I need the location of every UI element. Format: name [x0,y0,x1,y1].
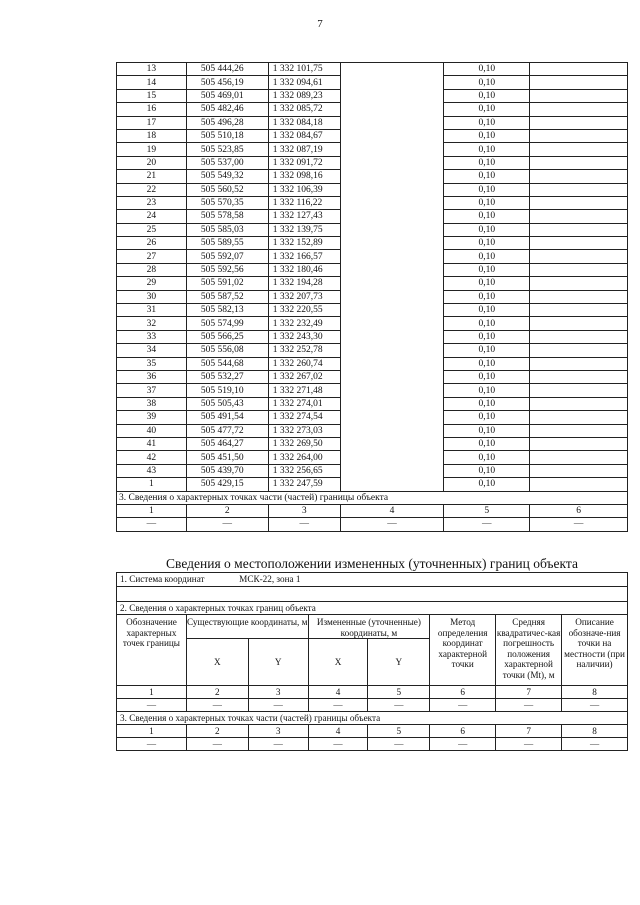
coord-x: 505 560,52 [186,183,268,196]
description-cell [530,277,628,290]
section3-label: 3. Сведения о характерных точках части (частей) границы объекта [117,491,628,504]
coord-y: 1 332 252,78 [268,344,340,357]
coord-x: 505 505,43 [186,397,268,410]
point-number: 30 [117,290,187,303]
point-number: 40 [117,424,187,437]
coord-y: 1 332 084,18 [268,116,340,129]
col-number: 7 [496,725,562,738]
coord-y: 1 332 207,73 [268,290,340,303]
coord-y: 1 332 085,72 [268,103,340,116]
description-cell [530,424,628,437]
precision: 0,10 [444,277,530,290]
col-number: 3 [248,686,308,699]
point-number: 19 [117,143,187,156]
col-number: 2 [186,725,248,738]
description-cell [530,330,628,343]
coord-system-value: МСК-22, зона 1 [239,574,301,585]
dash-cell: — [117,738,187,751]
col-number: 5 [368,686,430,699]
col-number: 3 [268,504,340,517]
col-number: 5 [444,504,530,517]
col-number: 8 [562,686,628,699]
precision: 0,10 [444,156,530,169]
coord-y: 1 332 269,50 [268,437,340,450]
description-cell [530,464,628,477]
coord-x: 505 477,72 [186,424,268,437]
point-number: 18 [117,129,187,142]
coord-x: 505 537,00 [186,156,268,169]
coord-x: 505 510,18 [186,129,268,142]
coord-x: 505 556,08 [186,344,268,357]
point-number: 15 [117,89,187,102]
description-cell [530,304,628,317]
precision: 0,10 [444,237,530,250]
coord-x: 505 570,35 [186,196,268,209]
dash-row [117,518,628,531]
precision: 0,10 [444,223,530,236]
coordinate-row [117,63,628,76]
precision: 0,10 [444,129,530,142]
precision: 0,10 [444,304,530,317]
coord-y: 1 332 094,61 [268,76,340,89]
coord-y: 1 332 084,67 [268,129,340,142]
coord-y: 1 332 247,59 [268,478,340,491]
dash-cell: — [248,699,308,712]
changed-boundaries-title: Сведения о местоположении измененных (уточненных) границ объекта [166,556,578,571]
point-number: 35 [117,357,187,370]
precision: 0,10 [444,411,530,424]
precision: 0,10 [444,290,530,303]
coord-y: 1 332 260,74 [268,357,340,370]
section3-row [117,712,628,725]
coord-x: 505 592,07 [186,250,268,263]
point-number: 16 [117,103,187,116]
coord-x: 505 532,27 [186,370,268,383]
precision: 0,10 [444,424,530,437]
col-number: 6 [530,504,628,517]
precision: 0,10 [444,370,530,383]
description-cell [530,357,628,370]
col-number: 1 [117,686,187,699]
col-number: 2 [186,686,248,699]
coord-x: 505 491,54 [186,411,268,424]
header-y: Y [248,639,308,686]
coord-y: 1 332 098,16 [268,170,340,183]
header-row [117,615,628,639]
changed-boundaries-table [116,572,628,751]
coord-y: 1 332 264,00 [268,451,340,464]
coord-x: 505 456,19 [186,76,268,89]
point-number: 29 [117,277,187,290]
precision: 0,10 [444,478,530,491]
precision: 0,10 [444,330,530,343]
precision: 0,10 [444,116,530,129]
coord-y: 1 332 106,39 [268,183,340,196]
coord-y: 1 332 267,02 [268,370,340,383]
col-number: 4 [308,686,368,699]
precision: 0,10 [444,210,530,223]
description-cell [530,196,628,209]
dash-cell: — [496,699,562,712]
precision: 0,10 [444,317,530,330]
col-number: 6 [430,686,496,699]
description-cell [530,263,628,276]
description-cell [530,63,628,76]
header-method: Метод определения координат характерной точки [430,615,496,686]
precision: 0,10 [444,357,530,370]
description-cell [530,116,628,129]
coord-x: 505 585,03 [186,223,268,236]
dash-cell: — [186,699,248,712]
dash-cell: — [562,738,628,751]
point-number: 27 [117,250,187,263]
header-existing: Существующие координаты, м [186,615,308,639]
coord-y: 1 332 274,54 [268,411,340,424]
section3-row [117,491,628,504]
dash-row [117,738,628,751]
header-designation: Обозначение характерных точек границы [117,615,187,686]
description-cell [530,143,628,156]
point-number: 43 [117,464,187,477]
coord-x: 505 587,52 [186,290,268,303]
precision: 0,10 [444,464,530,477]
coord-y: 1 332 116,22 [268,196,340,209]
point-number: 33 [117,330,187,343]
coord-y: 1 332 091,72 [268,156,340,169]
point-number: 26 [117,237,187,250]
dash-cell: — [430,738,496,751]
coord-x: 505 566,25 [186,330,268,343]
coord-x: 505 592,56 [186,263,268,276]
coord-y: 1 332 194,28 [268,277,340,290]
dash-cell: — [430,699,496,712]
dash-cell: — [186,738,248,751]
section2-row [117,602,628,615]
coord-y: 1 332 274,01 [268,397,340,410]
coord-y: 1 332 087,19 [268,143,340,156]
coord-y: 1 332 232,49 [268,317,340,330]
header-x: X [308,639,368,686]
description-cell [530,76,628,89]
description-cell [530,384,628,397]
coord-x: 505 482,46 [186,103,268,116]
coord-x: 505 439,70 [186,464,268,477]
description-cell [530,103,628,116]
point-number: 31 [117,304,187,317]
col-number-row [117,504,628,517]
dash-cell: — [186,518,268,531]
coord-y: 1 332 220,55 [268,304,340,317]
dash-cell: — [530,518,628,531]
coord-y: 1 332 127,43 [268,210,340,223]
description-cell [530,290,628,303]
col-number: 1 [117,725,187,738]
description-cell [530,237,628,250]
header-error: Средняя квадратичес-кая погрешность положения характерной точки (Mt), м [496,615,562,686]
description-cell [530,170,628,183]
col-number: 1 [117,504,187,517]
point-number: 21 [117,170,187,183]
description-cell [530,370,628,383]
point-number: 20 [117,156,187,169]
precision: 0,10 [444,384,530,397]
point-number: 14 [117,76,187,89]
section3-label: 3. Сведения о характерных точках части (частей) границы объекта [117,712,628,725]
col-number: 3 [248,725,308,738]
description-cell [530,250,628,263]
description-cell [530,223,628,236]
coord-x: 505 582,13 [186,304,268,317]
precision: 0,10 [444,263,530,276]
description-cell [530,397,628,410]
point-number: 28 [117,263,187,276]
section2-label: 2. Сведения о характерных точках границ объекта [117,602,628,615]
description-cell [530,156,628,169]
coord-x: 505 496,28 [186,116,268,129]
description-cell [530,451,628,464]
coord-x: 505 464,27 [186,437,268,450]
point-number: 25 [117,223,187,236]
coord-y: 1 332 101,75 [268,63,340,76]
dash-cell: — [117,518,187,531]
coord-x: 505 544,68 [186,357,268,370]
coord-y: 1 332 256,65 [268,464,340,477]
coord-x: 505 469,01 [186,89,268,102]
precision: 0,10 [444,76,530,89]
col-number-row [117,725,628,738]
header-changed: Измененные (уточненные) координаты, м [308,615,430,639]
description-cell [530,478,628,491]
header-x: X [186,639,248,686]
coord-x: 505 578,58 [186,210,268,223]
precision: 0,10 [444,143,530,156]
description-cell [530,129,628,142]
precision: 0,10 [444,437,530,450]
precision: 0,10 [444,183,530,196]
coord-y: 1 332 139,75 [268,223,340,236]
description-cell [530,317,628,330]
description-cell [530,183,628,196]
header-description: Описание обозначе-ния точки на местности (при наличии) [562,615,628,686]
description-cell [530,89,628,102]
col-number: 2 [186,504,268,517]
coord-system-row [117,573,628,587]
coord-x: 505 589,55 [186,237,268,250]
col-number: 6 [430,725,496,738]
coord-y: 1 332 243,30 [268,330,340,343]
precision: 0,10 [444,103,530,116]
page-number: 7 [317,18,323,30]
point-number: 13 [117,63,187,76]
coord-x: 505 444,26 [186,63,268,76]
dash-cell: — [368,699,430,712]
coord-x: 505 574,99 [186,317,268,330]
coord-y: 1 332 089,23 [268,89,340,102]
coord-x: 505 451,50 [186,451,268,464]
dash-cell: — [340,518,444,531]
coord-y: 1 332 273,03 [268,424,340,437]
point-number: 24 [117,210,187,223]
coord-x: 505 523,85 [186,143,268,156]
coord-y: 1 332 152,89 [268,237,340,250]
precision: 0,10 [444,170,530,183]
point-number: 17 [117,116,187,129]
col-number: 5 [368,725,430,738]
point-number: 37 [117,384,187,397]
precision: 0,10 [444,63,530,76]
precision: 0,10 [444,344,530,357]
coord-x: 505 549,32 [186,170,268,183]
point-number: 1 [117,478,187,491]
point-number: 41 [117,437,187,450]
col-number: 7 [496,686,562,699]
point-number: 42 [117,451,187,464]
dash-cell: — [248,738,308,751]
point-number: 38 [117,397,187,410]
coord-x: 505 429,15 [186,478,268,491]
col-number-row [117,686,628,699]
dash-cell: — [268,518,340,531]
header-y: Y [368,639,430,686]
coord-x: 505 519,10 [186,384,268,397]
precision: 0,10 [444,397,530,410]
col-number: 4 [340,504,444,517]
coordinates-table [116,62,628,532]
dash-row [117,699,628,712]
point-number: 32 [117,317,187,330]
coord-x: 505 591,02 [186,277,268,290]
dash-cell: — [368,738,430,751]
col-number: 8 [562,725,628,738]
coord-y: 1 332 271,48 [268,384,340,397]
col-number: 4 [308,725,368,738]
dash-cell: — [308,699,368,712]
coord-system-label: 1. Система координат [120,574,205,585]
point-number: 36 [117,370,187,383]
spacer-row [117,587,628,602]
precision: 0,10 [444,196,530,209]
point-number: 22 [117,183,187,196]
description-cell [530,344,628,357]
precision: 0,10 [444,89,530,102]
dash-cell: — [496,738,562,751]
coord-y: 1 332 166,57 [268,250,340,263]
precision: 0,10 [444,250,530,263]
point-number: 34 [117,344,187,357]
empty-column [340,63,444,492]
dash-cell: — [308,738,368,751]
point-number: 23 [117,196,187,209]
dash-cell: — [562,699,628,712]
description-cell [530,411,628,424]
description-cell [530,437,628,450]
precision: 0,10 [444,451,530,464]
description-cell [530,210,628,223]
dash-cell: — [117,699,187,712]
point-number: 39 [117,411,187,424]
dash-cell: — [444,518,530,531]
coord-y: 1 332 180,46 [268,263,340,276]
